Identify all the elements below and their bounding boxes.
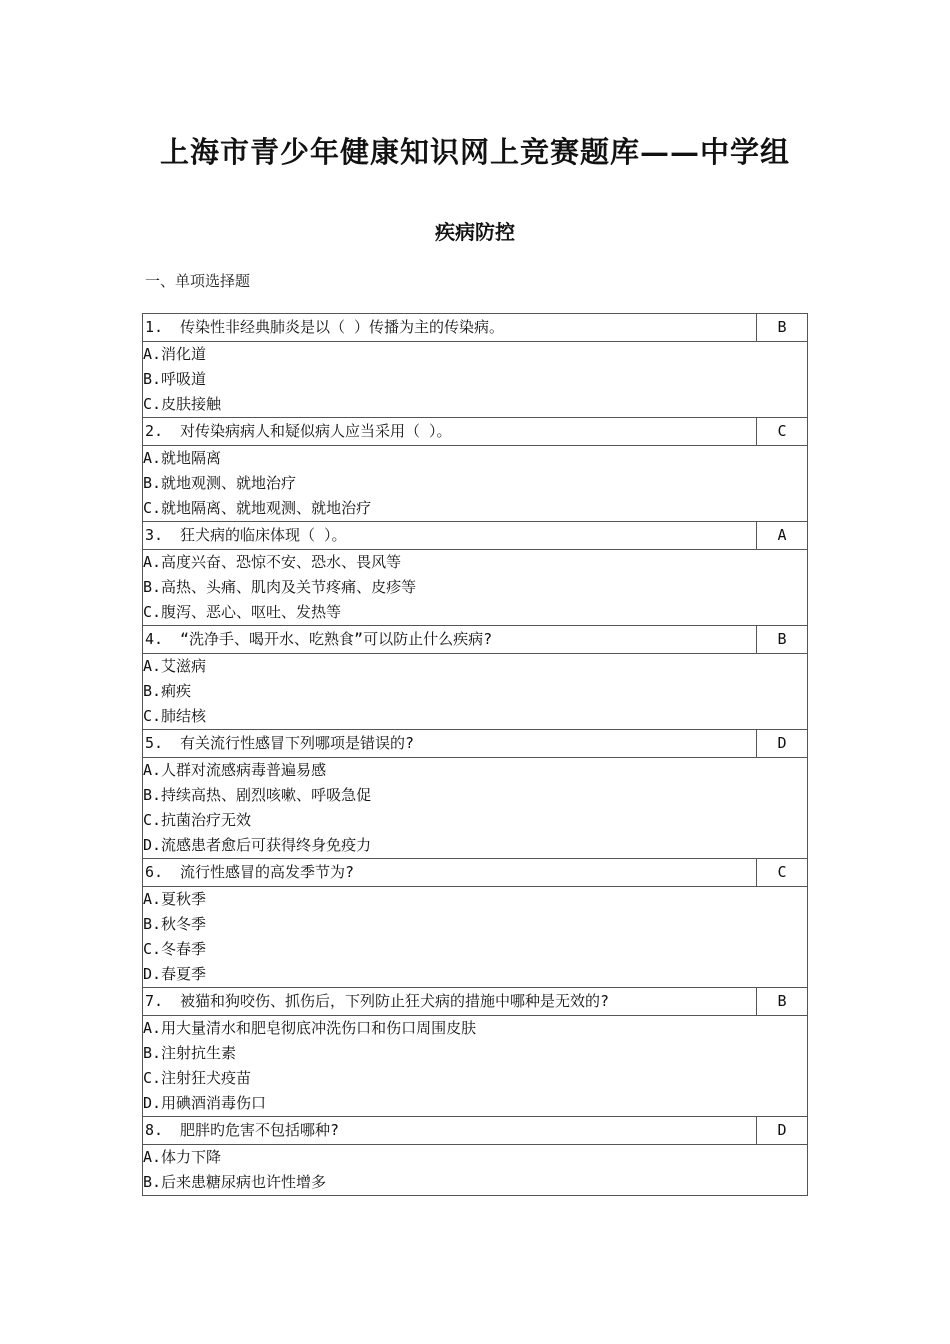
option-item: A.消化道 [143, 345, 207, 363]
option-item: D.流感患者愈后可获得终身免疫力 [143, 836, 372, 854]
option-item: C.冬春季 [143, 940, 207, 958]
option-item: B.痢疾 [143, 682, 192, 700]
question-text: 流行性感冒的高发季节为? [180, 863, 355, 881]
options-cell [143, 887, 808, 988]
sub-heading: 一、单项选择题 [145, 272, 251, 290]
question-table-body [143, 314, 808, 1196]
question-row [143, 988, 808, 1016]
question-number: 4. [145, 630, 164, 648]
question-table [142, 313, 808, 1196]
question-cell [143, 1117, 757, 1145]
option-item: A.用大量清水和肥皂彻底冲洗伤口和伤口周围皮肤 [143, 1019, 477, 1037]
options-cell [143, 1145, 808, 1196]
question-text: 传染性非经典肺炎是以（ ）传播为主的传染病。 [180, 318, 505, 336]
option-item: B.呼吸道 [143, 370, 207, 388]
option-item: A.就地隔离 [143, 449, 222, 467]
options-cell [143, 758, 808, 859]
option-item: A.高度兴奋、恐惊不安、恐水、畏风等 [143, 553, 402, 571]
question-text: “洗净手、喝开水、吃熟食”可以防止什么疾病? [180, 630, 493, 648]
question-number: 5. [145, 734, 164, 752]
question-number: 6. [145, 863, 164, 881]
question-number: 3. [145, 526, 164, 544]
option-item: B.就地观测、就地治疗 [143, 474, 297, 492]
options-cell [143, 1016, 808, 1117]
question-number: 2. [145, 422, 164, 440]
options-row [143, 446, 808, 522]
answer-cell: C [757, 418, 808, 446]
question-row [143, 859, 808, 887]
options-row [143, 1016, 808, 1117]
option-item: B.高热、头痛、肌肉及关节疼痛、皮疹等 [143, 578, 417, 596]
question-text: 肥胖旳危害不包括哪种? [180, 1121, 340, 1139]
question-cell [143, 314, 757, 342]
question-cell [143, 522, 757, 550]
options-cell [143, 654, 808, 730]
option-item: D.春夏季 [143, 965, 207, 983]
option-item: B.注射抗生素 [143, 1044, 237, 1062]
options-row [143, 654, 808, 730]
option-item: C.肺结核 [143, 707, 207, 725]
options-cell [143, 446, 808, 522]
answer-cell: D [757, 730, 808, 758]
answer-cell: C [757, 859, 808, 887]
options-row [143, 550, 808, 626]
question-row [143, 1117, 808, 1145]
options-cell [143, 342, 808, 418]
question-number: 1. [145, 318, 164, 336]
answer-cell: B [757, 626, 808, 654]
question-number: 8. [145, 1121, 164, 1139]
document-title: 上海市青少年健康知识网上竞赛题库——中学组 [159, 135, 790, 169]
option-item: D.用碘酒消毒伤口 [143, 1094, 267, 1112]
answer-cell: B [757, 314, 808, 342]
options-row [143, 342, 808, 418]
question-row [143, 418, 808, 446]
option-item: C.抗菌治疗无效 [143, 811, 252, 829]
question-text: 有关流行性感冒下列哪项是错误的? [180, 734, 415, 752]
question-cell [143, 988, 757, 1016]
question-text: 被猫和狗咬伤、抓伤后，下列防止狂犬病的措施中哪种是无效的? [180, 992, 610, 1010]
option-item: C.皮肤接触 [143, 395, 222, 413]
option-item: C.注射狂犬疫苗 [143, 1069, 252, 1087]
option-item: A.夏秋季 [143, 890, 207, 908]
option-item: A.人群对流感病毒普遍易感 [143, 761, 327, 779]
options-row [143, 1145, 808, 1196]
question-row [143, 730, 808, 758]
answer-cell: B [757, 988, 808, 1016]
question-cell [143, 418, 757, 446]
question-row [143, 314, 808, 342]
question-text: 狂犬病的临床体现（ ）。 [180, 526, 347, 544]
answer-cell: D [757, 1117, 808, 1145]
question-row [143, 626, 808, 654]
options-cell [143, 550, 808, 626]
option-item: B.秋冬季 [143, 915, 207, 933]
option-item: A.体力下降 [143, 1148, 222, 1166]
options-row [143, 887, 808, 988]
option-item: C.就地隔离、就地观测、就地治疗 [143, 499, 372, 517]
question-cell [143, 859, 757, 887]
section-title: 疾病防控 [435, 220, 515, 244]
option-item: B.持续高热、剧烈咳嗽、呼吸急促 [143, 786, 372, 804]
question-text: 对传染病病人和疑似病人应当采用（ ）。 [180, 422, 452, 440]
option-item: C.腹泻、恶心、呕吐、发热等 [143, 603, 342, 621]
question-cell [143, 730, 757, 758]
question-cell [143, 626, 757, 654]
option-item: B.后来患糖尿病也许性增多 [143, 1173, 327, 1191]
question-row [143, 522, 808, 550]
option-item: A.艾滋病 [143, 657, 207, 675]
options-row [143, 758, 808, 859]
question-number: 7. [145, 992, 164, 1010]
answer-cell: A [757, 522, 808, 550]
